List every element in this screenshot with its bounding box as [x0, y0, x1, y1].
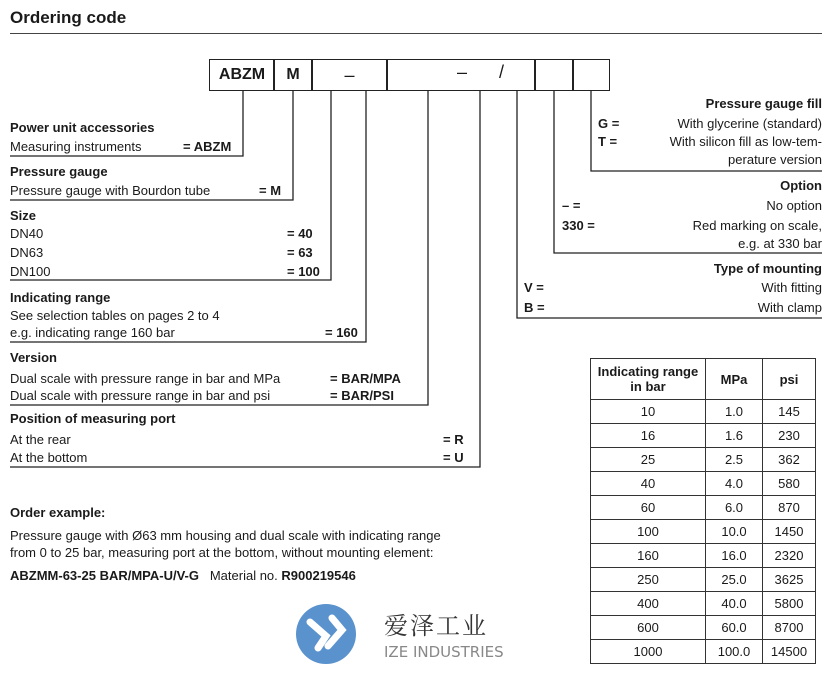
table-cell: 6.0 — [706, 496, 763, 520]
table-cell: 2320 — [763, 544, 816, 568]
power-unit-heading: Power unit accessories — [10, 120, 155, 135]
table-cell: 400 — [591, 592, 706, 616]
indicating-range-code: = 160 — [325, 325, 358, 340]
port-heading: Position of measuring port — [10, 411, 176, 426]
table-cell: 5800 — [763, 592, 816, 616]
size-row-code: = 100 — [287, 264, 320, 279]
option-none-text: No option — [766, 198, 822, 213]
watermark-chinese: 爱泽工业 — [384, 612, 488, 640]
fill-g-text: With glycerine (standard) — [677, 116, 822, 131]
mounting-heading: Type of mounting — [713, 261, 822, 276]
table-cell: 2.5 — [706, 448, 763, 472]
code-dash: – — [457, 62, 468, 82]
indicating-range-table — [590, 358, 816, 664]
table-cell: 4.0 — [706, 472, 763, 496]
port-row-label: At the bottom — [10, 450, 88, 465]
table-cell: 580 — [763, 472, 816, 496]
power-unit-code: = ABZM — [183, 139, 232, 154]
order-example-line1: Pressure gauge with Ø63 mm housing and dual scale with indicating range — [10, 528, 441, 543]
table-row — [591, 568, 816, 592]
code-dash: – — [344, 64, 355, 85]
fill-t-code: T = — [598, 134, 618, 149]
table-cell: 100 — [591, 520, 706, 544]
table-row — [591, 520, 816, 544]
table-row — [591, 544, 816, 568]
ize-logo-icon — [288, 602, 364, 666]
table-cell: 1.0 — [706, 400, 763, 424]
table-cell: 870 — [763, 496, 816, 520]
option-red-code: 330 = — [562, 218, 595, 233]
table-row — [591, 472, 816, 496]
order-example-line2: from 0 to 25 bar, measuring port at the bottom, without mounting element: — [10, 545, 434, 560]
version-row-label: Dual scale with pressure range in bar and MPa — [10, 371, 281, 386]
mounting-b-code: B = — [524, 300, 545, 315]
indicating-range-example: e.g. indicating range 160 bar — [10, 325, 175, 340]
table-cell: 230 — [763, 424, 816, 448]
version-row-code: = BAR/MPA — [330, 371, 401, 386]
table-cell: 1450 — [763, 520, 816, 544]
port-row-code: = R — [443, 432, 464, 447]
port-row-label: At the rear — [10, 432, 71, 447]
option-none-code: – = — [562, 198, 581, 213]
watermark-english: IZE INDUSTRIES — [384, 643, 504, 661]
table-row — [591, 400, 816, 424]
port-row-code: = U — [443, 450, 464, 465]
table-cell: 16.0 — [706, 544, 763, 568]
table-cell: 160 — [591, 544, 706, 568]
order-example-code-line — [10, 568, 356, 583]
size-row-label: DN100 — [10, 264, 51, 279]
table-row — [591, 448, 816, 472]
version-heading: Version — [10, 350, 57, 365]
code-box-m: M — [273, 59, 313, 91]
fill-g-code: G = — [598, 116, 620, 131]
table-row — [591, 592, 816, 616]
table-header-row — [591, 359, 816, 400]
material-number: R900219546 — [281, 568, 356, 583]
pressure-gauge-heading: Pressure gauge — [10, 164, 108, 179]
table-header-mpa: MPa — [706, 359, 763, 400]
table-cell: 250 — [591, 568, 706, 592]
table-cell: 60 — [591, 496, 706, 520]
table-cell: 25.0 — [706, 568, 763, 592]
table-cell: 100.0 — [706, 640, 763, 664]
size-row-label: DN63 — [10, 245, 44, 260]
version-row-code: = BAR/PSI — [330, 388, 394, 403]
table-cell: 14500 — [763, 640, 816, 664]
code-box-abzm: ABZM — [209, 59, 275, 91]
table-cell: 1.6 — [706, 424, 763, 448]
table-row — [591, 496, 816, 520]
indicating-range-text: See selection tables on pages 2 to 4 — [10, 308, 220, 323]
size-row-code: = 40 — [287, 226, 313, 241]
material-label: Material no. — [209, 568, 278, 583]
table-cell: 16 — [591, 424, 706, 448]
order-example-heading: Order example: — [10, 505, 106, 520]
code-slash: / — [499, 62, 505, 82]
table-header-range: Indicating range in bar — [591, 359, 706, 400]
table-cell: 10 — [591, 400, 706, 424]
table-row — [591, 616, 816, 640]
table-cell: 3625 — [763, 568, 816, 592]
fill-t-text-cont: perature version — [728, 152, 822, 167]
indicating-range-heading: Indicating range — [10, 290, 111, 305]
table-cell: 1000 — [591, 640, 706, 664]
version-row-label: Dual scale with pressure range in bar and psi — [10, 388, 271, 403]
option-red-text: Red marking on scale, — [692, 218, 822, 233]
table-cell: 600 — [591, 616, 706, 640]
table-cell: 60.0 — [706, 616, 763, 640]
page-title: Ordering code — [10, 8, 127, 27]
table-cell: 8700 — [763, 616, 816, 640]
table-cell: 362 — [763, 448, 816, 472]
power-unit-text: Measuring instruments — [10, 139, 142, 154]
table-row — [591, 640, 816, 664]
table-cell: 25 — [591, 448, 706, 472]
table-header-psi: psi — [763, 359, 816, 400]
order-example-code: ABZMM-63-25 BAR/MPA-U/V-G — [10, 568, 199, 583]
pressure-gauge-code: = M — [259, 183, 282, 198]
size-heading: Size — [10, 208, 37, 223]
table-cell: 40 — [591, 472, 706, 496]
option-heading: Option — [780, 178, 822, 193]
fill-heading: Pressure gauge fill — [705, 96, 822, 111]
table-row — [591, 424, 816, 448]
table-cell: 10.0 — [706, 520, 763, 544]
mounting-v-text: With fitting — [761, 280, 822, 295]
size-row-code: = 63 — [287, 245, 313, 260]
table-cell: 145 — [763, 400, 816, 424]
pressure-gauge-text: Pressure gauge with Bourdon tube — [10, 183, 211, 198]
option-red-text-cont: e.g. at 330 bar — [738, 236, 822, 251]
mounting-v-code: V = — [524, 280, 544, 295]
table-cell: 40.0 — [706, 592, 763, 616]
mounting-b-text: With clamp — [757, 300, 822, 315]
fill-t-text: With silicon fill as low-tem- — [669, 134, 822, 149]
size-row-label: DN40 — [10, 226, 44, 241]
